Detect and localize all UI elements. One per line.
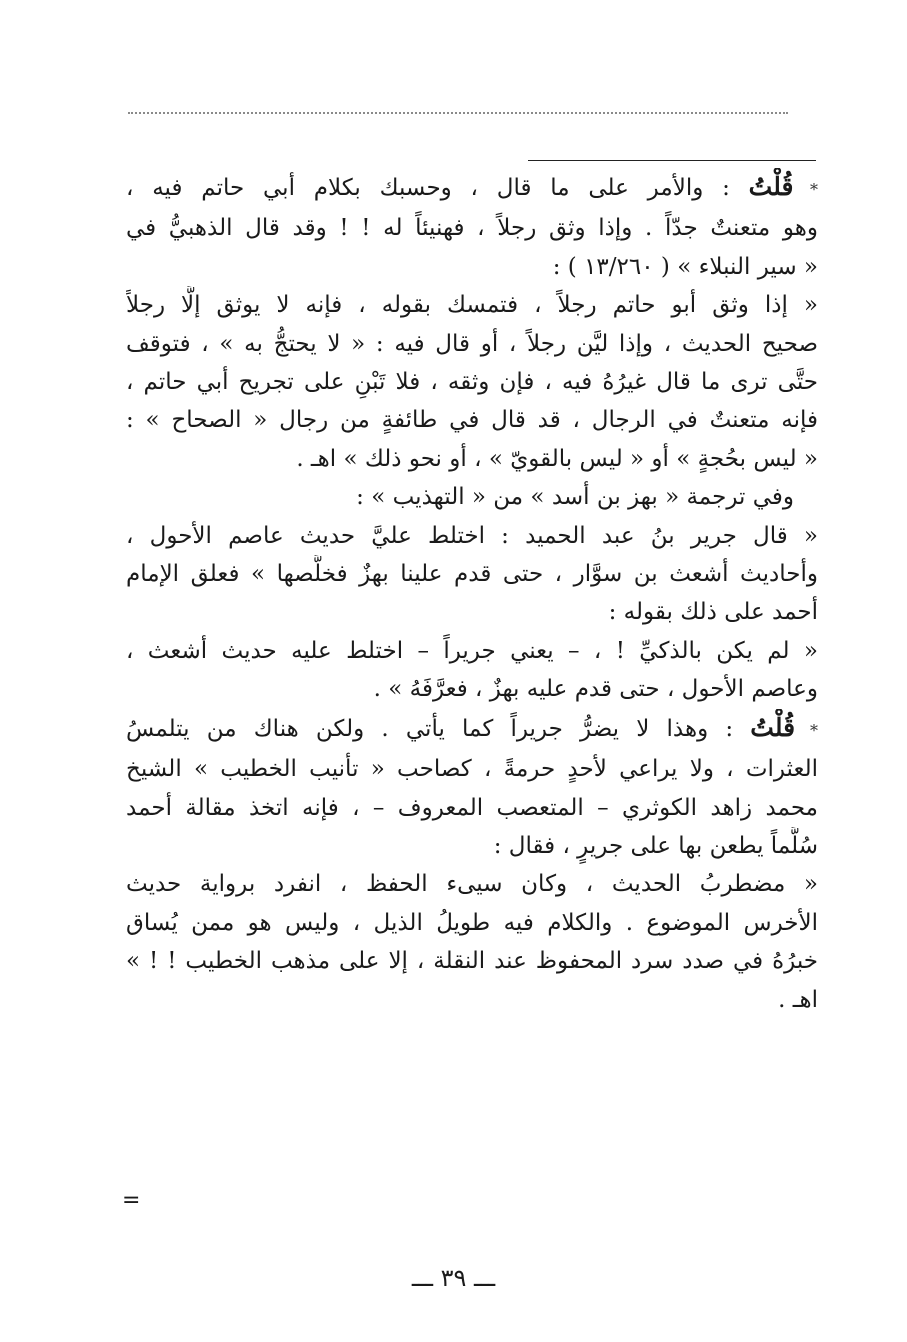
text-line: « إذا وثق أبو حاتم رجلاً ، فتمسك بقوله ، فإنه لا يوثق إلَّا رجلاً bbox=[126, 292, 818, 319]
text-line: صحيح الحديث ، وإذا ليَّن رجلاً ، أو قال فيه : « لا يحتجُّ به » ، فتوقف bbox=[126, 330, 818, 357]
line-text: : وهذا لا يضرُّ جريراً كما يأتي . ولكن هناك من يتلمسُ bbox=[126, 715, 751, 742]
paragraph-1 bbox=[126, 168, 818, 286]
text-line: الأخرس الموضوع . والكلام فيه طويلُ الذيل ، وليس هو ممن يُساق bbox=[126, 909, 818, 936]
dotted-divider bbox=[128, 112, 788, 114]
text-line: وأحاديث أشعث بن سوَّار ، حتى قدم علينا بهزٌ فخلَّصها » فعلق الإمام bbox=[126, 561, 818, 588]
text-line: « قال جرير بنُ عبد الحميد : اختلط عليَّ حديث عاصم الأحول ، bbox=[126, 522, 818, 549]
text-line: سُلَّماً يطعن بها على جريرٍ ، فقال : bbox=[493, 832, 818, 859]
text-line: اهـ . bbox=[778, 986, 818, 1013]
qult-keyword: قُلْتُ bbox=[748, 172, 794, 201]
text-line: محمد زاهد الكوثري – المتعصب المعروف – ، فإنه اتخذ مقالة أحمد bbox=[126, 794, 818, 821]
text-line: العثرات ، ولا يراعي لأحدٍ حرمةً ، كصاحب « تأنيب الخطيب » الشيخ bbox=[126, 756, 818, 783]
text-line: وهو متعنتٌ جدّاً . وإذا وثق رجلاً ، فهنيئاً له ! ! وقد قال الذهبيُّ في bbox=[126, 215, 818, 242]
paragraph-2 bbox=[126, 286, 818, 478]
separator-line bbox=[528, 160, 816, 161]
text-line: حتَّى ترى ما قال غيرُهُ فيه ، فإن وثقه ، فلا تَبْنِ على تجريح أبي حاتم ، bbox=[126, 369, 818, 396]
asterisk-mark: * bbox=[793, 180, 818, 199]
page-number: ـــ ٣٩ ـــ bbox=[411, 1264, 496, 1292]
page-body bbox=[126, 168, 818, 1019]
text-line bbox=[126, 709, 818, 750]
text-line: خبرُهُ في صدد سرد المحفوظ عند النقلة ، إلا على مذهب الخطيب ! ! » bbox=[126, 948, 818, 975]
text-line: فإنه متعنتٌ في الرجال ، قد قال في طائفةٍ من رجال « الصحاح » : bbox=[126, 407, 818, 434]
line-text: : والأمر على ما قال ، وحسبك بكلام أبي حاتم فيه ، bbox=[126, 175, 749, 201]
text-line: « سير النبلاء » ( ١٣/٢٦٠ ) : bbox=[552, 253, 818, 280]
text-line: أحمد على ذلك بقوله : bbox=[608, 599, 818, 626]
qult-keyword: قُلْتُ bbox=[750, 712, 796, 742]
end-mark: = bbox=[122, 1188, 141, 1213]
text-line: وعاصم الأحول ، حتى قدم عليه بهزٌ ، فعرَّفَهُ » . bbox=[373, 676, 818, 703]
text-line: « مضطربُ الحديث ، وكان سيىء الحفظ ، انفرد برواية حديث bbox=[126, 871, 818, 898]
text-line: « لم يكن بالذكيِّ ! ، – يعني جريراً – اختلط عليه حديث أشعث ، bbox=[126, 637, 818, 664]
asterisk-mark: * bbox=[795, 720, 818, 740]
paragraph-5 bbox=[126, 632, 818, 709]
text-line: « ليس بحُجةٍ » أو « ليس بالقويّ » ، أو نحو ذلك » اهـ . bbox=[296, 445, 818, 472]
paragraph-7 bbox=[126, 865, 818, 1019]
paragraph-4 bbox=[126, 517, 818, 632]
text-line: وفي ترجمة « بهز بن أسد » من « التهذيب » : bbox=[356, 484, 794, 511]
text-line bbox=[126, 168, 818, 209]
paragraph-6 bbox=[126, 709, 818, 866]
paragraph-3 bbox=[126, 478, 818, 516]
